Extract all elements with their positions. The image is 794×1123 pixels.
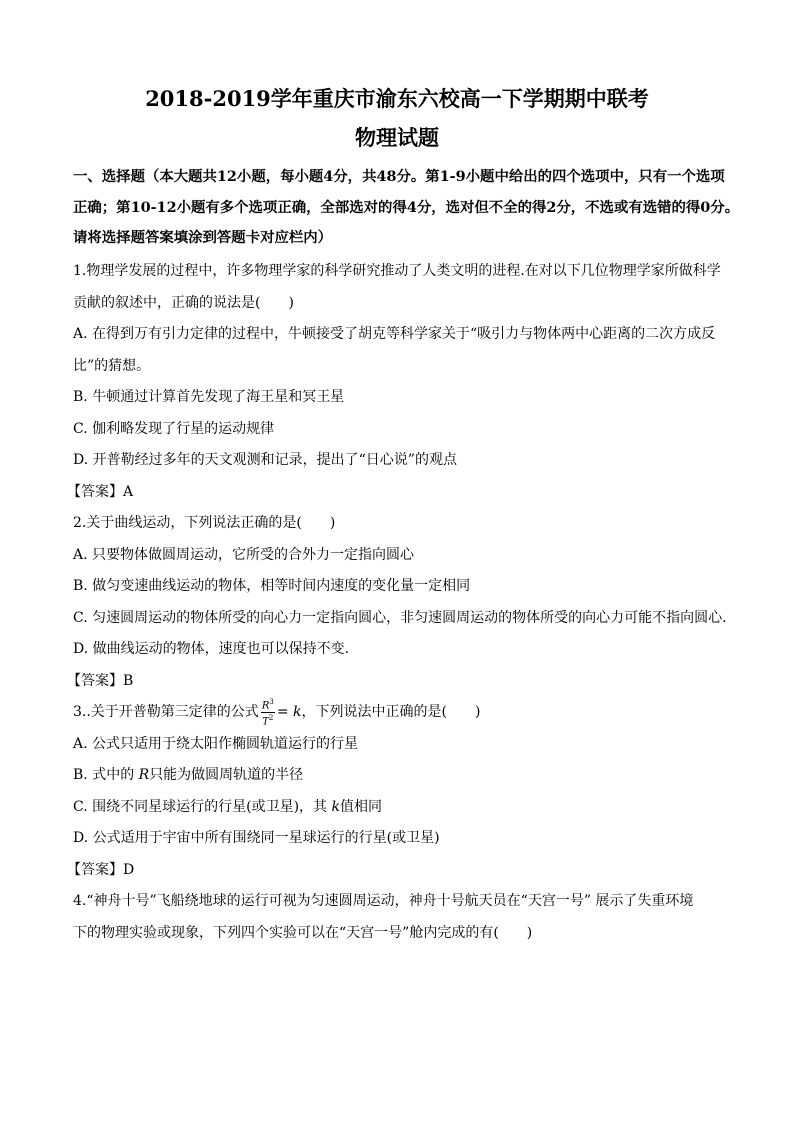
question-1 — [67, 256, 733, 508]
option-c: C. 伽利略发现了行星的运动规律 — [73, 420, 275, 437]
question-stem: 4.“神舟十号”飞船绕地球的运行可视为匀速圆周运动，神舟十号航天员在“天宫一号” 展示了失重环境 — [73, 893, 694, 909]
question-stem: 下的物理实验或现象，下列四个实验可以在“天宫一号”舱内完成的有( ) — [73, 924, 533, 941]
question-stem: 1.物理学发展的过程中，许多物理学家的科学研究推动了人类文明的进程.在对以下几位物理学家所做科学 — [73, 263, 721, 279]
exam-title: 2018-2019学年重庆市渝东六校高一下学期期中联考 — [145, 86, 649, 111]
formula-numerator: $R^3$ — [261, 698, 274, 712]
exam-subtitle: 物理试题 — [355, 125, 439, 150]
question-stem-text: 3..关于开普勒第三定律的公式 — [73, 704, 259, 720]
question-stem: 2.关于曲线运动，下列说法正确的是( ) — [73, 515, 336, 531]
option-a: A. 在得到万有引力定律的过程中，牛顿接受了胡克等科学家关于“吸引力与物体两中心距离的二次方成反 — [73, 326, 716, 342]
instruction-line: 正确；第10-12小题有多个选项正确，全部选对的得4分，选对但不全的得2分，不选或有选错的得0分。 — [73, 198, 740, 216]
option-b: B. 式中的 R只能为做圆周轨道的半径 — [73, 767, 304, 783]
option-a: A. 只要物体做圆周运动，它所受的合外力一定指向圆心 — [73, 546, 415, 563]
formula-rhs: = k — [276, 704, 302, 720]
formula-denominator: $T^2$ — [262, 713, 274, 727]
answer-label: 【答案】B — [67, 672, 134, 689]
question-3 — [67, 697, 733, 886]
instruction-line: 请将选择题答案填涂到答题卡对应栏内） — [73, 229, 333, 246]
section-instructions — [73, 162, 740, 254]
kepler-formula — [261, 697, 275, 727]
answer-label: 【答案】D — [67, 861, 135, 878]
option-a-continued: 比”的猜想。 — [73, 357, 151, 374]
answer-label: 【答案】A — [67, 483, 134, 500]
option-c: C. 围绕不同星球运行的行星(或卫星)，其 k值相同 — [73, 798, 382, 815]
question-stem — [73, 697, 733, 729]
option-d: D. 开普勒经过多年的天文观测和记录，提出了“日心说”的观点 — [73, 452, 457, 468]
question-stem: 贡献的叙述中，正确的说法是( ) — [73, 294, 294, 311]
option-a: A. 公式只适用于绕太阳作椭圆轨道运行的行星 — [73, 735, 359, 752]
option-c: C. 匀速圆周运动的物体所受的向心力一定指向圆心，非匀速圆周运动的物体所受的向心力可能不指向圆心. — [73, 609, 727, 626]
option-d: D. 公式适用于宇宙中所有围绕同一星球运行的行星(或卫星) — [73, 830, 440, 846]
question-4 — [73, 886, 733, 949]
option-b: B. 牛顿通过计算首先发现了海王星和冥王星 — [73, 389, 345, 405]
option-b: B. 做匀变速曲线运动的物体，相等时间内速度的变化量一定相同 — [73, 578, 471, 594]
question-2 — [67, 508, 733, 697]
instruction-line: 一、选择题（本大题共12小题，每小题4分，共48分。第1-9小题中给出的四个选项中，只有一个选项 — [73, 168, 725, 185]
option-d: D. 做曲线运动的物体，速度也可以保持不变. — [73, 641, 350, 657]
question-stem-text: ，下列说法中正确的是( ) — [301, 704, 481, 720]
